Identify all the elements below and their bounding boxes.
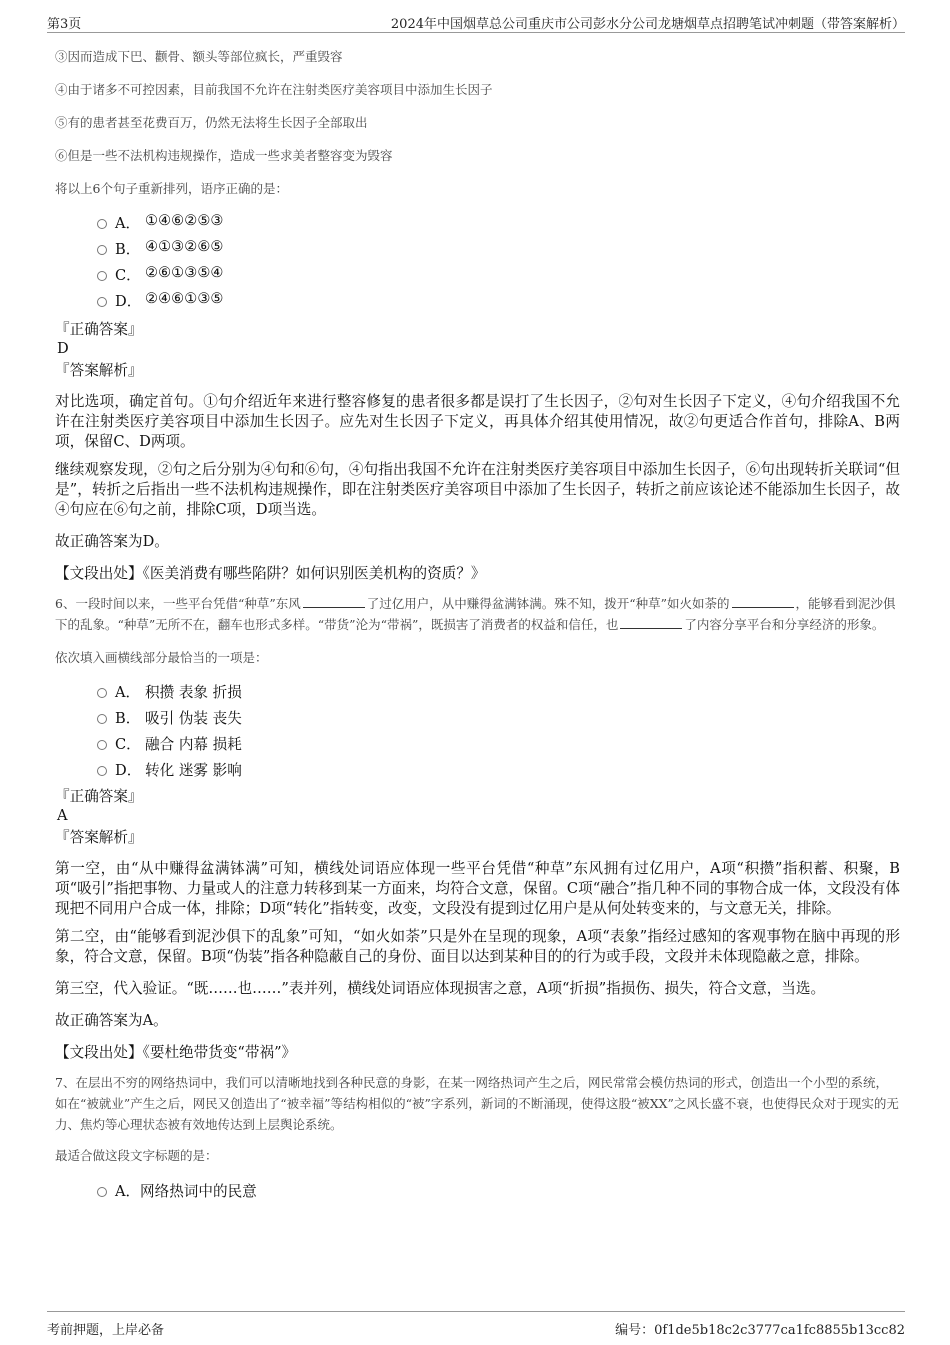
answer-label: 『正确答案』 (55, 788, 143, 805)
analysis-paragraph: 第一空，由“从中赚得盆满钵满”可知，横线处词语应体现一些平台凭借“种草”东风拥有过亿用户，A项“积攒”指积蓄、积聚，B项“吸引”指把事物、力量或人的注意力转移到某一方面来，均符合文意，保留。C项“融合”指几种不同的事物合成一体，文段没有体现把不同用户合成一体，排除；D项“转化”指转变，改变，文段没有提到过亿用户是从何处转变来的，与文意无关，排除。 (55, 860, 900, 917)
analysis-conclusion: 故正确答案为A。 (55, 1012, 168, 1029)
document-body (55, 38, 900, 1204)
radio-icon[interactable] (97, 714, 107, 724)
radio-icon[interactable] (97, 245, 107, 255)
page-number: 第3页 (47, 17, 82, 32)
option-d[interactable]: D． 转化 迷雾 影响 (55, 757, 900, 783)
document-id: 编号：0f1de5b18c2c3777ca1fc8855b13cc82 (615, 1323, 905, 1338)
question-prompt: 最适合做这段文字标题的是： (55, 1148, 218, 1163)
page-header (47, 10, 905, 33)
sentence-4: ④由于诸多不可控因素，目前我国不允许在注射类医疗美容项目中添加生长因子 (55, 82, 493, 97)
option-a[interactable]: A． 积攒 表象 折损 (55, 679, 900, 705)
radio-icon[interactable] (97, 688, 107, 698)
question-prompt: 将以上6个句子重新排列，语序正确的是： (55, 181, 288, 196)
analysis-paragraph: 继续观察发现，②句之后分别为④句和⑥句，④句指出我国不允许在注射类医疗美容项目中添加生长因子，⑥句出现转折关联词“但是”，转折之后指出一些不法机构违规操作，即在注射类医疗美容项目中添加了生长因子，转折之前应该论述不能添加生长因子，故④句应在⑥句之前，排除C项，D项当选。 (55, 461, 900, 518)
blank-line (732, 595, 794, 608)
question-stem: 7、在层出不穷的网络热词中，我们可以清晰地找到各种民意的身影，在某一网络热词产生之后，网民常常会模仿热词的形式，创造出一个小型的系统，如在“被就业”产生之后，网民又创造出了“被幸福”等结构相似的“被”字系列，新词的不断涌现，使得这股“被XX”之风长盛不衰，也使得民众对于现实的无力、焦灼等心理状态被有效地传达到上层舆论系统。 (55, 1075, 899, 1132)
q7-options (55, 1178, 900, 1204)
analysis-label: 『答案解析』 (55, 829, 143, 846)
option-a[interactable]: A． ①④⑥②⑤③ (55, 210, 900, 236)
question-prompt: 依次填入画横线部分最恰当的一项是： (55, 650, 268, 665)
analysis-conclusion: 故正确答案为D。 (55, 533, 169, 550)
q5-options (55, 210, 900, 314)
blank-line (620, 616, 682, 629)
answer-label: 『正确答案』 (55, 321, 143, 338)
q6-options (55, 679, 900, 783)
radio-icon[interactable] (97, 766, 107, 776)
radio-icon[interactable] (97, 271, 107, 281)
radio-icon[interactable] (97, 740, 107, 750)
blank-line (303, 595, 365, 608)
sentence-6: ⑥但是一些不法机构违规操作，造成一些求美者整容变为毁容 (55, 148, 393, 163)
option-a[interactable]: A． 网络热词中的民意 (55, 1178, 900, 1204)
source-citation: 【文段出处】《医美消费有哪些陷阱？如何识别医美机构的资质？》 (55, 565, 486, 582)
sentence-3: ③因而造成下巴、颧骨、额头等部位疯长，严重毁容 (55, 49, 343, 64)
document-title: 2024年中国烟草总公司重庆市公司彭水分公司龙塘烟草点招聘笔试冲刺题（带答案解析） (390, 17, 905, 32)
footer-slogan: 考前押题，上岸必备 (47, 1323, 165, 1338)
radio-icon[interactable] (97, 1187, 107, 1197)
answer-value: D (57, 340, 69, 357)
analysis-label: 『答案解析』 (55, 362, 143, 379)
radio-icon[interactable] (97, 219, 107, 229)
answer-value: A (57, 807, 68, 824)
option-d[interactable]: D． ②④⑥①③⑤ (55, 288, 900, 314)
option-c[interactable]: C． 融合 内幕 损耗 (55, 731, 900, 757)
radio-icon[interactable] (97, 297, 107, 307)
analysis-paragraph: 对比选项，确定首句。①句介绍近年来进行整容修复的患者很多都是误打了生长因子，②句对生长因子下定义，④句介绍我国不允许在注射类医疗美容项目中添加生长因子。应先对生长因子下定义，再具体介绍其使用情况，故②句更适合作首句，排除A、B两项，保留C、D两项。 (55, 393, 900, 450)
page-footer (47, 1311, 905, 1342)
source-citation: 【文段出处】《要杜绝带货变“带祸”》 (55, 1044, 297, 1061)
option-b[interactable]: B． 吸引 伪装 丧失 (55, 705, 900, 731)
question-stem: 6、一段时间以来，一些平台凭借“种草”东风 了过亿用户，从中赚得盆满钵满。殊不知，拨开“种草”如火如荼的 ，能够看到泥沙俱下的乱象。“种草”无所不在，翻车也形式多样。“带货”沦为“带祸”，既损害了消费者的权益和信任，也 了内容分享平台和分享经济的形象。 (55, 596, 896, 632)
analysis-paragraph: 第二空，由“能够看到泥沙俱下的乱象”可知，“如火如荼”只是外在呈现的现象，A项“表象”指经过感知的客观事物在脑中再现的形象，符合文意，保留。B项“伪装”指各种隐蔽自己的身份、面目以达到某种目的的行为或手段，文段并未体现隐蔽之意，排除。 (55, 928, 900, 965)
option-b[interactable]: B． ④①③②⑥⑤ (55, 236, 900, 262)
sentence-5: ⑤有的患者甚至花费百万，仍然无法将生长因子全部取出 (55, 115, 368, 130)
analysis-paragraph: 第三空，代入验证。“既……也……”表并列，横线处词语应体现损害之意，A项“折损”指损伤、损失，符合文意，当选。 (55, 980, 826, 997)
option-c[interactable]: C． ②⑥①③⑤④ (55, 262, 900, 288)
